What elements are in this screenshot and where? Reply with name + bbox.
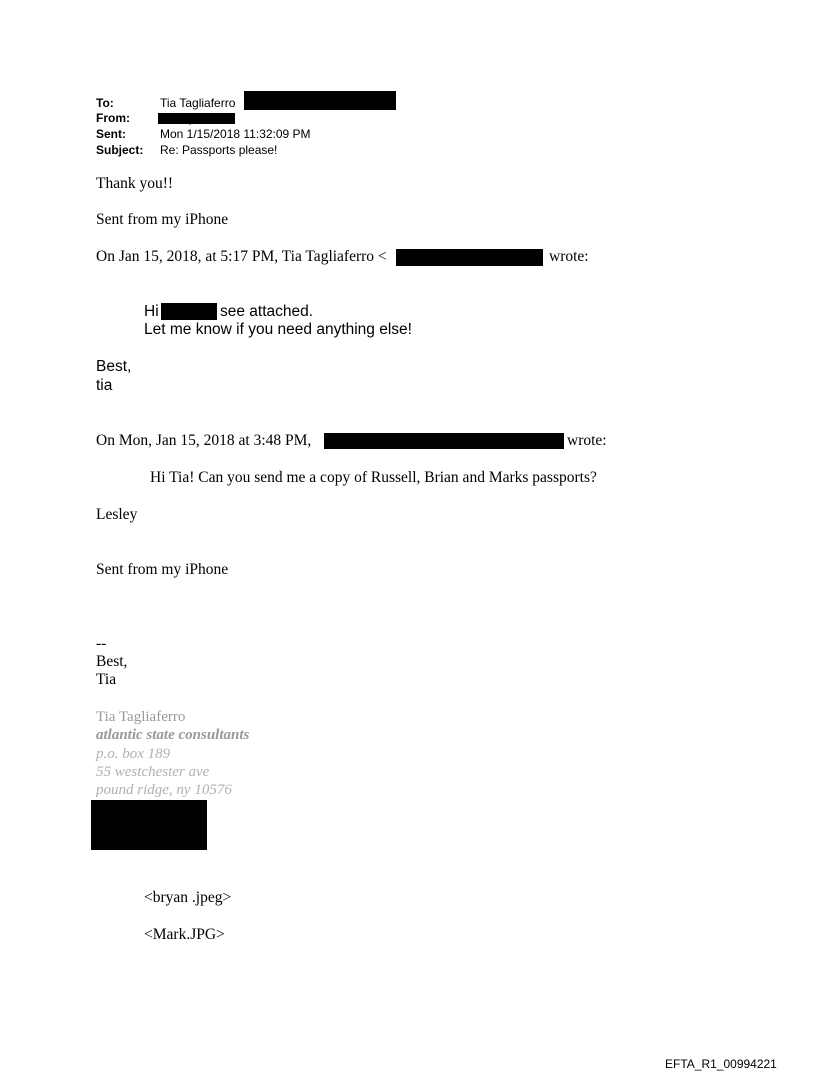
quote1-intro: On Jan 15, 2018, at 5:17 PM, Tia Tagliaferro < [96,248,387,265]
reply-thanks: Thank you!! [96,175,174,192]
to-label: To: [96,96,114,110]
redaction-quote1-email [396,249,543,266]
quote1-see-attached: see attached. [220,303,314,320]
quote1-name: tia [96,377,113,394]
signature-company: atlantic state consultants [96,727,250,743]
document-id: EFTA_R1_00994221 [665,1057,777,1071]
quote2-sent-from: Sent from my iPhone [96,561,229,578]
signature-po-box: p.o. box 189 [96,746,171,762]
sent-value: Mon 1/15/2018 11:32:09 PM [160,127,311,141]
redaction-from [158,113,235,124]
signature-street: 55 westchester ave [96,764,210,780]
to-value: Tia Tagliaferro [160,96,236,110]
quote1-line2: Let me know if you need anything else! [144,321,412,338]
quote2-wrote: wrote: [567,432,607,449]
subject-value: Re: Passports please! [160,143,278,157]
redaction-to-email [244,91,396,110]
signature-dashes: -- [96,635,107,652]
signature-name: Tia [96,671,117,688]
redaction-quote1-name [161,303,217,320]
signature-full-name: Tia Tagliaferro [96,709,186,725]
subject-label: Subject: [96,143,144,157]
redaction-signature-contact [91,800,207,850]
quote1-wrote: wrote: [549,248,589,265]
quote2-message: Hi Tia! Can you send me a copy of Russell, Brian and Marks passports? [150,469,597,486]
quote1-closing: Best, [96,358,132,375]
signature-city: pound ridge, ny 10576 [96,782,232,798]
from-label: From: [96,111,130,125]
attachment-item: <Mark.JPG> [144,926,225,943]
redaction-quote2-email [324,433,564,449]
quote2-intro: On Mon, Jan 15, 2018 at 3:48 PM, [96,432,312,449]
reply-sent-from: Sent from my iPhone [96,211,229,228]
signature-closing: Best, [96,653,128,670]
quote1-hi: Hi [144,303,159,320]
attachment-item: <bryan .jpeg> [144,889,232,906]
sent-label: Sent: [96,127,126,141]
quote2-signoff: Lesley [96,506,138,523]
